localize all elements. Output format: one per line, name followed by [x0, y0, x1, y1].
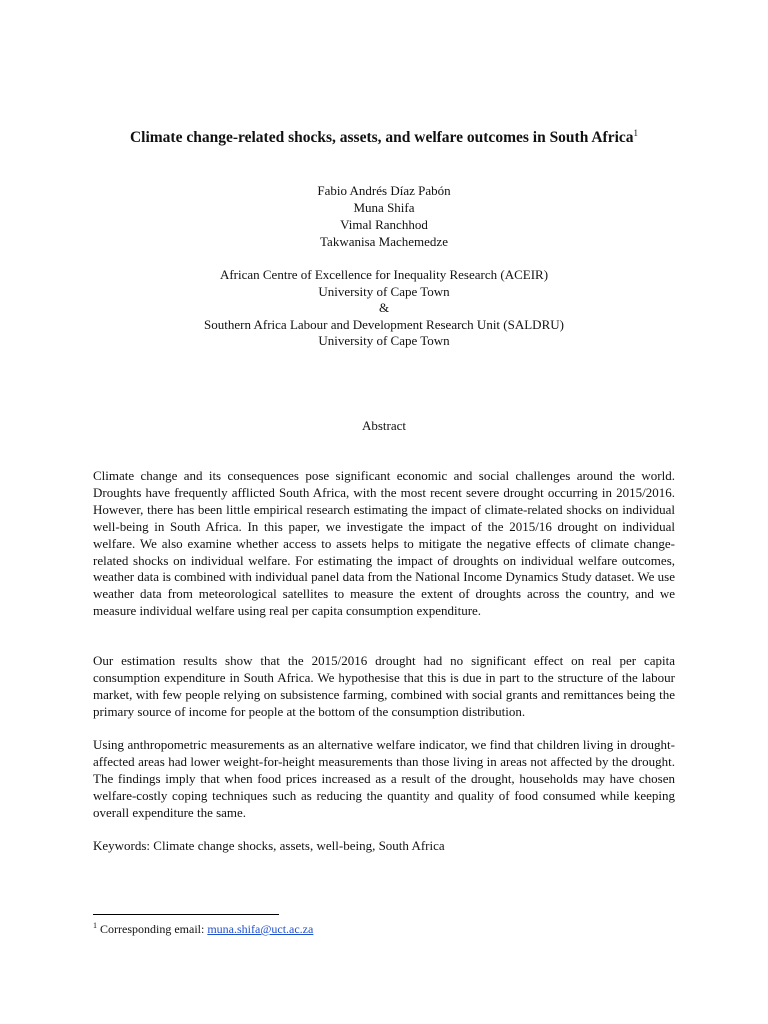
- author-list: [100, 182, 668, 250]
- footnote: [93, 921, 313, 937]
- paper-title-text: Climate change-related shocks, assets, and welfare outcomes in South Africa: [129, 129, 634, 146]
- affiliation-line: University of Cape Town: [318, 333, 450, 349]
- paper-title: [100, 127, 668, 148]
- abstract-paragraph: Using anthropometric measurements as an alternative welfare indicator, we find that children living in drought-affected areas had lower weight-for-height measurements than those living in areas not affected by the drought. The findings imply that when food prices increased as a result of the drought, households may have chosen welfare-costly coping techniques such as reducing the quantity and quality of food consumed while keeping overall expenditure the same.: [93, 737, 675, 820]
- footnote-divider: [93, 914, 279, 915]
- abstract-paragraph: Climate change and its consequences pose significant economic and social challenges around the world. Droughts have frequently afflicted South Africa, with the most recent severe drought occurring in 2015/2016. However, there has been little empirical research estimating the impact of climate-related shocks on individual well-being in South Africa. In this paper, we investigate the impact of the 2015/16 drought on individual welfare. We also examine whether access to assets helps to mitigate the negative effects of climate change-related shocks on individual welfare. For estimating the impact of droughts on individual welfare outcomes, weather data is combined with individual panel data from the National Income Dynamics Study dataset. We use weather data from meteorological satellites to measure the extent of droughts across the country, and we measure individual welfare using real per capita consumption expenditure.: [93, 468, 675, 619]
- affiliation-line: &: [378, 300, 390, 316]
- affiliation-line: Southern Africa Labour and Development Research Unit (SALDRU): [204, 316, 564, 332]
- author-name: Fabio Andrés Díaz Pabón: [317, 183, 451, 198]
- abstract-heading: Abstract: [361, 418, 407, 433]
- author-name: Vimal Ranchhod: [340, 217, 428, 232]
- affiliation-line: University of Cape Town: [318, 283, 450, 299]
- affiliation-list: [100, 267, 668, 350]
- author-name: Muna Shifa: [353, 200, 415, 215]
- abstract-paragraph: Our estimation results show that the 2015/2016 drought had no significant effect on real per capita consumption expenditure in South Africa. We hypothesise that this is due in part to the structure of the labour market, with few people relying on subsistence farming, combined with social grants and remittances being the primary source of income for people at the bottom of the consumption distribution.: [93, 653, 675, 719]
- keywords: Keywords: Climate change shocks, assets, well-being, South Africa: [93, 838, 445, 853]
- title-footnote-mark: 1: [633, 127, 639, 138]
- affiliation-line: African Centre of Excellence for Inequality Research (ACEIR): [219, 267, 549, 282]
- corresponding-email-link[interactable]: muna.shifa@uct.ac.za: [207, 922, 314, 936]
- footnote-mark: 1: [93, 921, 97, 930]
- author-name: Takwanisa Machemedze: [320, 234, 448, 249]
- footnote-label: Corresponding email:: [97, 922, 208, 936]
